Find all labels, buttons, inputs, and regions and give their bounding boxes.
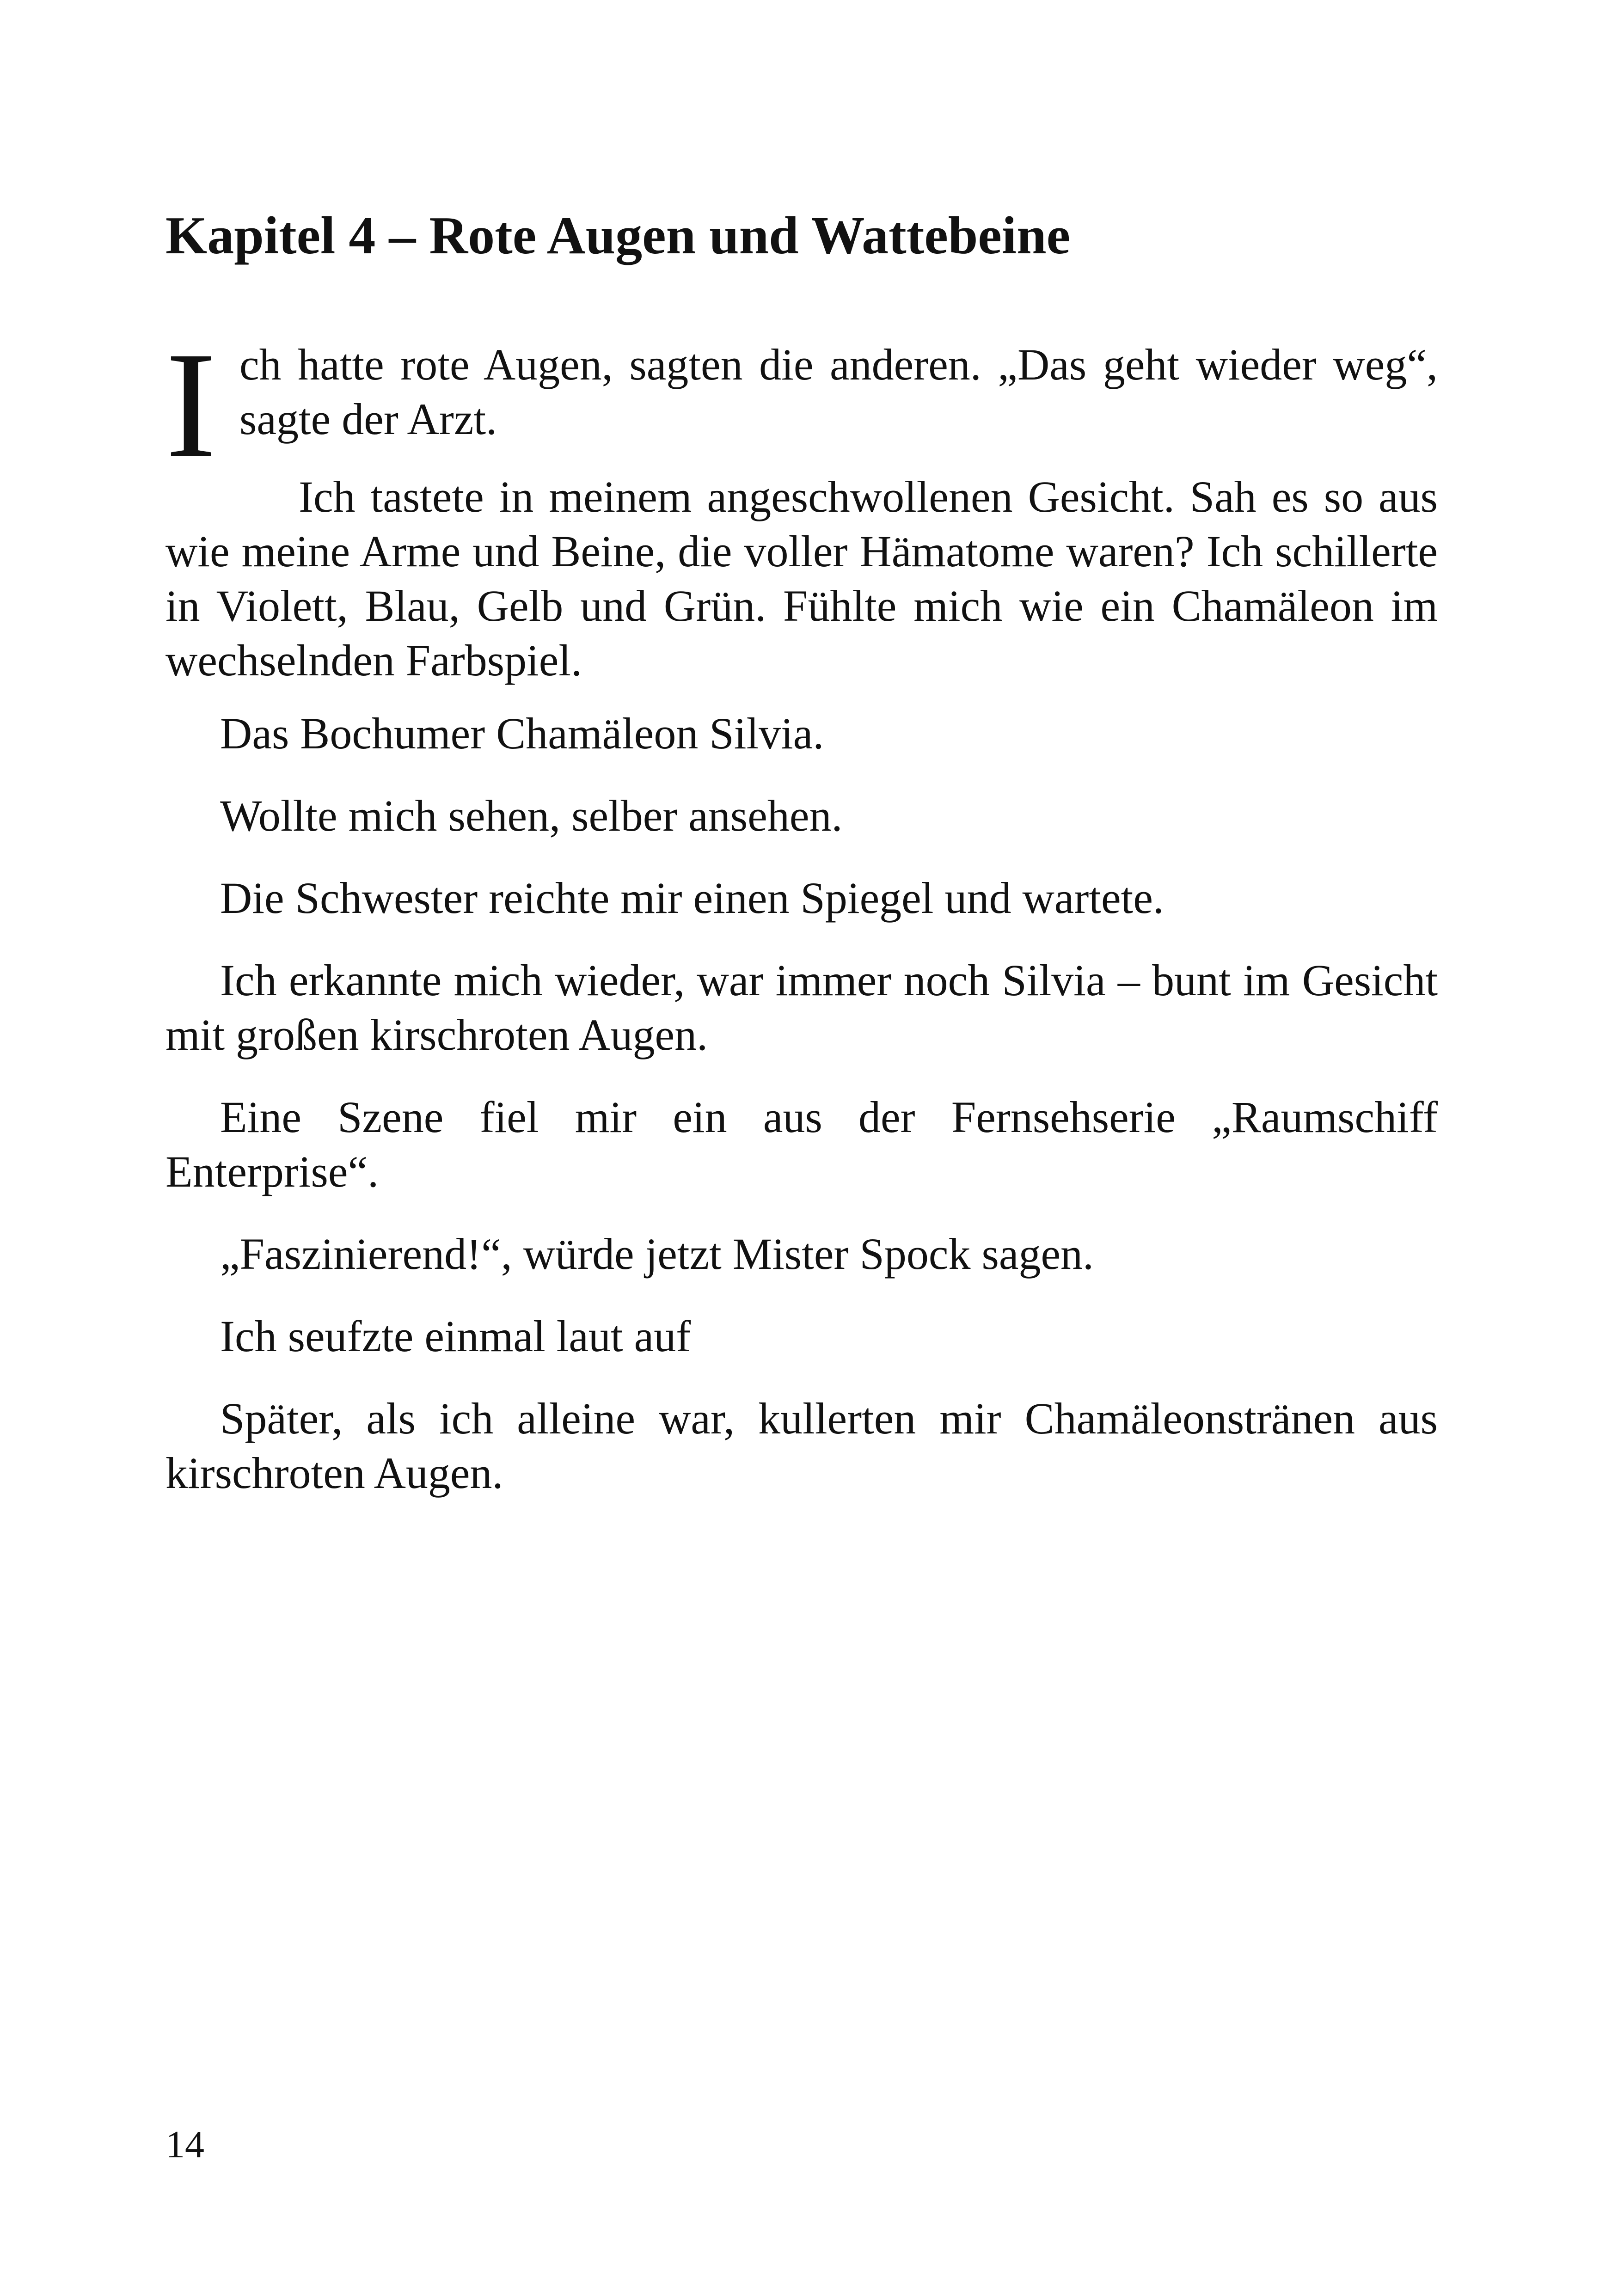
opening-paragraph <box>165 321 1438 490</box>
paragraph-9: Später, als ich alleine war, kullerten mir Chamäleonstränen aus kirschroten Augen. <box>165 1394 1438 1498</box>
paragraph-7: „Faszinierend!“, würde jetzt Mister Spock sagen. <box>220 1229 1094 1279</box>
opening-text: ch hatte rote Augen, sagten die anderen. „Das geht wieder weg“, sagte der Arzt. <box>239 340 1438 444</box>
paragraph-3: Wollte mich sehen, selber ansehen. <box>220 791 843 840</box>
paragraph-5: Ich erkannte mich wieder, war immer noch Silvia – bunt im Gesicht mit großen kirschroten Augen. <box>165 955 1438 1059</box>
drop-cap: I <box>165 321 216 490</box>
paragraph-8: Ich seufzte einmal laut auf <box>220 1311 691 1361</box>
paragraph-1: Ich tastete in meinem angeschwollenen Gesicht. Sah es so aus wie meine Arme und Beine, die voller Hämatome waren? Ich schillerte in Violett, Blau, Gelb und Grün. Fühlte mich wie ein Chamäleon im wechselnden Farbspiel. <box>165 472 1438 685</box>
chapter-body <box>165 321 1438 1528</box>
chapter-title: Kapitel 4 – Rote Augen und Wattebeine <box>165 206 1071 265</box>
paragraph-2: Das Bochumer Chamäleon Silvia. <box>220 709 824 758</box>
paragraph-4: Die Schwester reichte mir einen Spiegel und wartete. <box>220 873 1164 923</box>
paragraph-6: Eine Szene fiel mir ein aus der Fernsehserie „Raumschiff Enterprise“. <box>165 1092 1438 1196</box>
page-number: 14 <box>165 2123 204 2166</box>
